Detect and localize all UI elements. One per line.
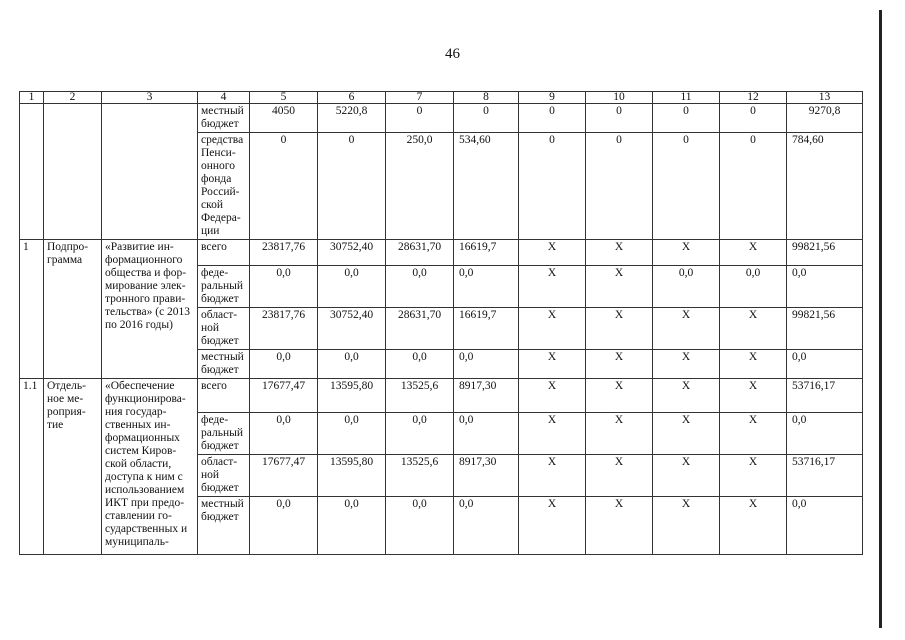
- value-cell: 0,0: [318, 413, 386, 455]
- item-number: 1.1: [20, 379, 44, 555]
- value-cell: 23817,76: [250, 308, 318, 350]
- value-cell: Х: [653, 379, 720, 413]
- value-cell: Х: [653, 350, 720, 379]
- value-cell: 0,0: [454, 350, 519, 379]
- value-cell: 13525,6: [386, 455, 454, 497]
- value-cell: 0,0: [386, 350, 454, 379]
- funding-source: област-ной бюджет: [198, 455, 250, 497]
- value-cell: Х: [519, 379, 586, 413]
- value-cell: 0: [653, 104, 720, 133]
- value-cell: 0,0: [250, 497, 318, 555]
- value-cell: 16619,7: [454, 240, 519, 266]
- value-cell: Х: [586, 266, 653, 308]
- value-cell: 0,0: [386, 497, 454, 555]
- value-cell: 0,0: [787, 350, 863, 379]
- column-number: 8: [454, 92, 519, 104]
- empty-cell: [44, 104, 102, 240]
- value-cell: 53716,17: [787, 455, 863, 497]
- value-cell: 0,0: [386, 266, 454, 308]
- value-cell: 0,0: [250, 266, 318, 308]
- item-type: Отдель-ное ме-роприя-тие: [44, 379, 102, 555]
- value-cell: Х: [653, 497, 720, 555]
- value-cell: Х: [653, 308, 720, 350]
- column-number: 7: [386, 92, 454, 104]
- value-cell: 23817,76: [250, 240, 318, 266]
- funding-source: местный бюджет: [198, 104, 250, 133]
- value-cell: Х: [519, 240, 586, 266]
- value-cell: 0,0: [787, 266, 863, 308]
- value-cell: 13595,80: [318, 455, 386, 497]
- funding-source: местный бюджет: [198, 497, 250, 555]
- column-number: 13: [787, 92, 863, 104]
- value-cell: 0: [519, 133, 586, 240]
- value-cell: Х: [586, 350, 653, 379]
- funding-source: всего: [198, 240, 250, 266]
- value-cell: Х: [519, 266, 586, 308]
- value-cell: 28631,70: [386, 240, 454, 266]
- table-row: [20, 104, 863, 133]
- value-cell: Х: [653, 455, 720, 497]
- value-cell: 13595,80: [318, 379, 386, 413]
- value-cell: Х: [653, 240, 720, 266]
- value-cell: 0: [586, 133, 653, 240]
- empty-cell: [102, 104, 198, 240]
- value-cell: 9270,8: [787, 104, 863, 133]
- value-cell: 0: [386, 104, 454, 133]
- value-cell: 8917,30: [454, 455, 519, 497]
- value-cell: 28631,70: [386, 308, 454, 350]
- value-cell: Х: [519, 350, 586, 379]
- value-cell: Х: [519, 308, 586, 350]
- column-number: 1: [20, 92, 44, 104]
- funding-source: всего: [198, 379, 250, 413]
- value-cell: 0,0: [318, 350, 386, 379]
- table-row: [20, 240, 863, 266]
- value-cell: Х: [519, 455, 586, 497]
- value-cell: 0: [720, 104, 787, 133]
- column-number: 12: [720, 92, 787, 104]
- column-number: 11: [653, 92, 720, 104]
- value-cell: Х: [519, 497, 586, 555]
- value-cell: 5220,8: [318, 104, 386, 133]
- value-cell: Х: [586, 240, 653, 266]
- value-cell: 13525,6: [386, 379, 454, 413]
- value-cell: 4050: [250, 104, 318, 133]
- value-cell: Х: [720, 350, 787, 379]
- value-cell: 30752,40: [318, 240, 386, 266]
- funding-source: местный бюджет: [198, 350, 250, 379]
- value-cell: Х: [720, 455, 787, 497]
- value-cell: 99821,56: [787, 308, 863, 350]
- empty-cell: [20, 104, 44, 240]
- value-cell: 0,0: [454, 497, 519, 555]
- page-edge-rule: [879, 10, 882, 628]
- value-cell: 8917,30: [454, 379, 519, 413]
- budget-table: [19, 91, 863, 555]
- value-cell: 16619,7: [454, 308, 519, 350]
- item-title: «Развитие ин-формационного общества и фор-мирование элек-тронного прави-тельства» (с 2013 по 2016 годы): [102, 240, 198, 379]
- funding-source: област-ной бюджет: [198, 308, 250, 350]
- value-cell: 250,0: [386, 133, 454, 240]
- value-cell: Х: [586, 455, 653, 497]
- item-number: 1: [20, 240, 44, 379]
- column-number: 9: [519, 92, 586, 104]
- item-title: «Обеспечение функционирова-ния государ-ственных ин-формационных систем Киров-ской области, доступа к ним с использованием ИКТ при предо-ставлении го-сударственных и муниципаль-: [102, 379, 198, 555]
- value-cell: 0,0: [250, 350, 318, 379]
- funding-source: средства Пенси-онного фонда Россий-ской Федера-ции: [198, 133, 250, 240]
- value-cell: 0,0: [787, 413, 863, 455]
- value-cell: Х: [720, 240, 787, 266]
- value-cell: 17677,47: [250, 379, 318, 413]
- value-cell: 0: [454, 104, 519, 133]
- value-cell: Х: [720, 379, 787, 413]
- value-cell: Х: [720, 497, 787, 555]
- value-cell: 0,0: [787, 497, 863, 555]
- value-cell: Х: [586, 308, 653, 350]
- value-cell: 0: [250, 133, 318, 240]
- funding-source: феде-ральный бюджет: [198, 266, 250, 308]
- column-number: 4: [198, 92, 250, 104]
- value-cell: Х: [586, 413, 653, 455]
- value-cell: Х: [586, 497, 653, 555]
- value-cell: 0: [318, 133, 386, 240]
- column-number-row: [20, 92, 863, 104]
- value-cell: 0: [653, 133, 720, 240]
- value-cell: 0: [720, 133, 787, 240]
- value-cell: 30752,40: [318, 308, 386, 350]
- value-cell: 0,0: [250, 413, 318, 455]
- table-row: [20, 379, 863, 413]
- value-cell: 17677,47: [250, 455, 318, 497]
- column-number: 5: [250, 92, 318, 104]
- value-cell: 0,0: [454, 266, 519, 308]
- column-number: 6: [318, 92, 386, 104]
- item-type: Подпро-грамма: [44, 240, 102, 379]
- value-cell: 0,0: [386, 413, 454, 455]
- value-cell: 0,0: [720, 266, 787, 308]
- value-cell: 99821,56: [787, 240, 863, 266]
- value-cell: 0: [519, 104, 586, 133]
- value-cell: 0: [586, 104, 653, 133]
- value-cell: Х: [586, 379, 653, 413]
- value-cell: 0,0: [318, 497, 386, 555]
- value-cell: Х: [720, 413, 787, 455]
- column-number: 10: [586, 92, 653, 104]
- value-cell: 0,0: [454, 413, 519, 455]
- funding-source: феде-ральный бюджет: [198, 413, 250, 455]
- value-cell: 784,60: [787, 133, 863, 240]
- column-number: 3: [102, 92, 198, 104]
- value-cell: 534,60: [454, 133, 519, 240]
- value-cell: 53716,17: [787, 379, 863, 413]
- column-number: 2: [44, 92, 102, 104]
- value-cell: Х: [653, 413, 720, 455]
- page-number: 46: [445, 46, 460, 62]
- value-cell: Х: [519, 413, 586, 455]
- value-cell: 0,0: [653, 266, 720, 308]
- value-cell: Х: [720, 308, 787, 350]
- value-cell: 0,0: [318, 266, 386, 308]
